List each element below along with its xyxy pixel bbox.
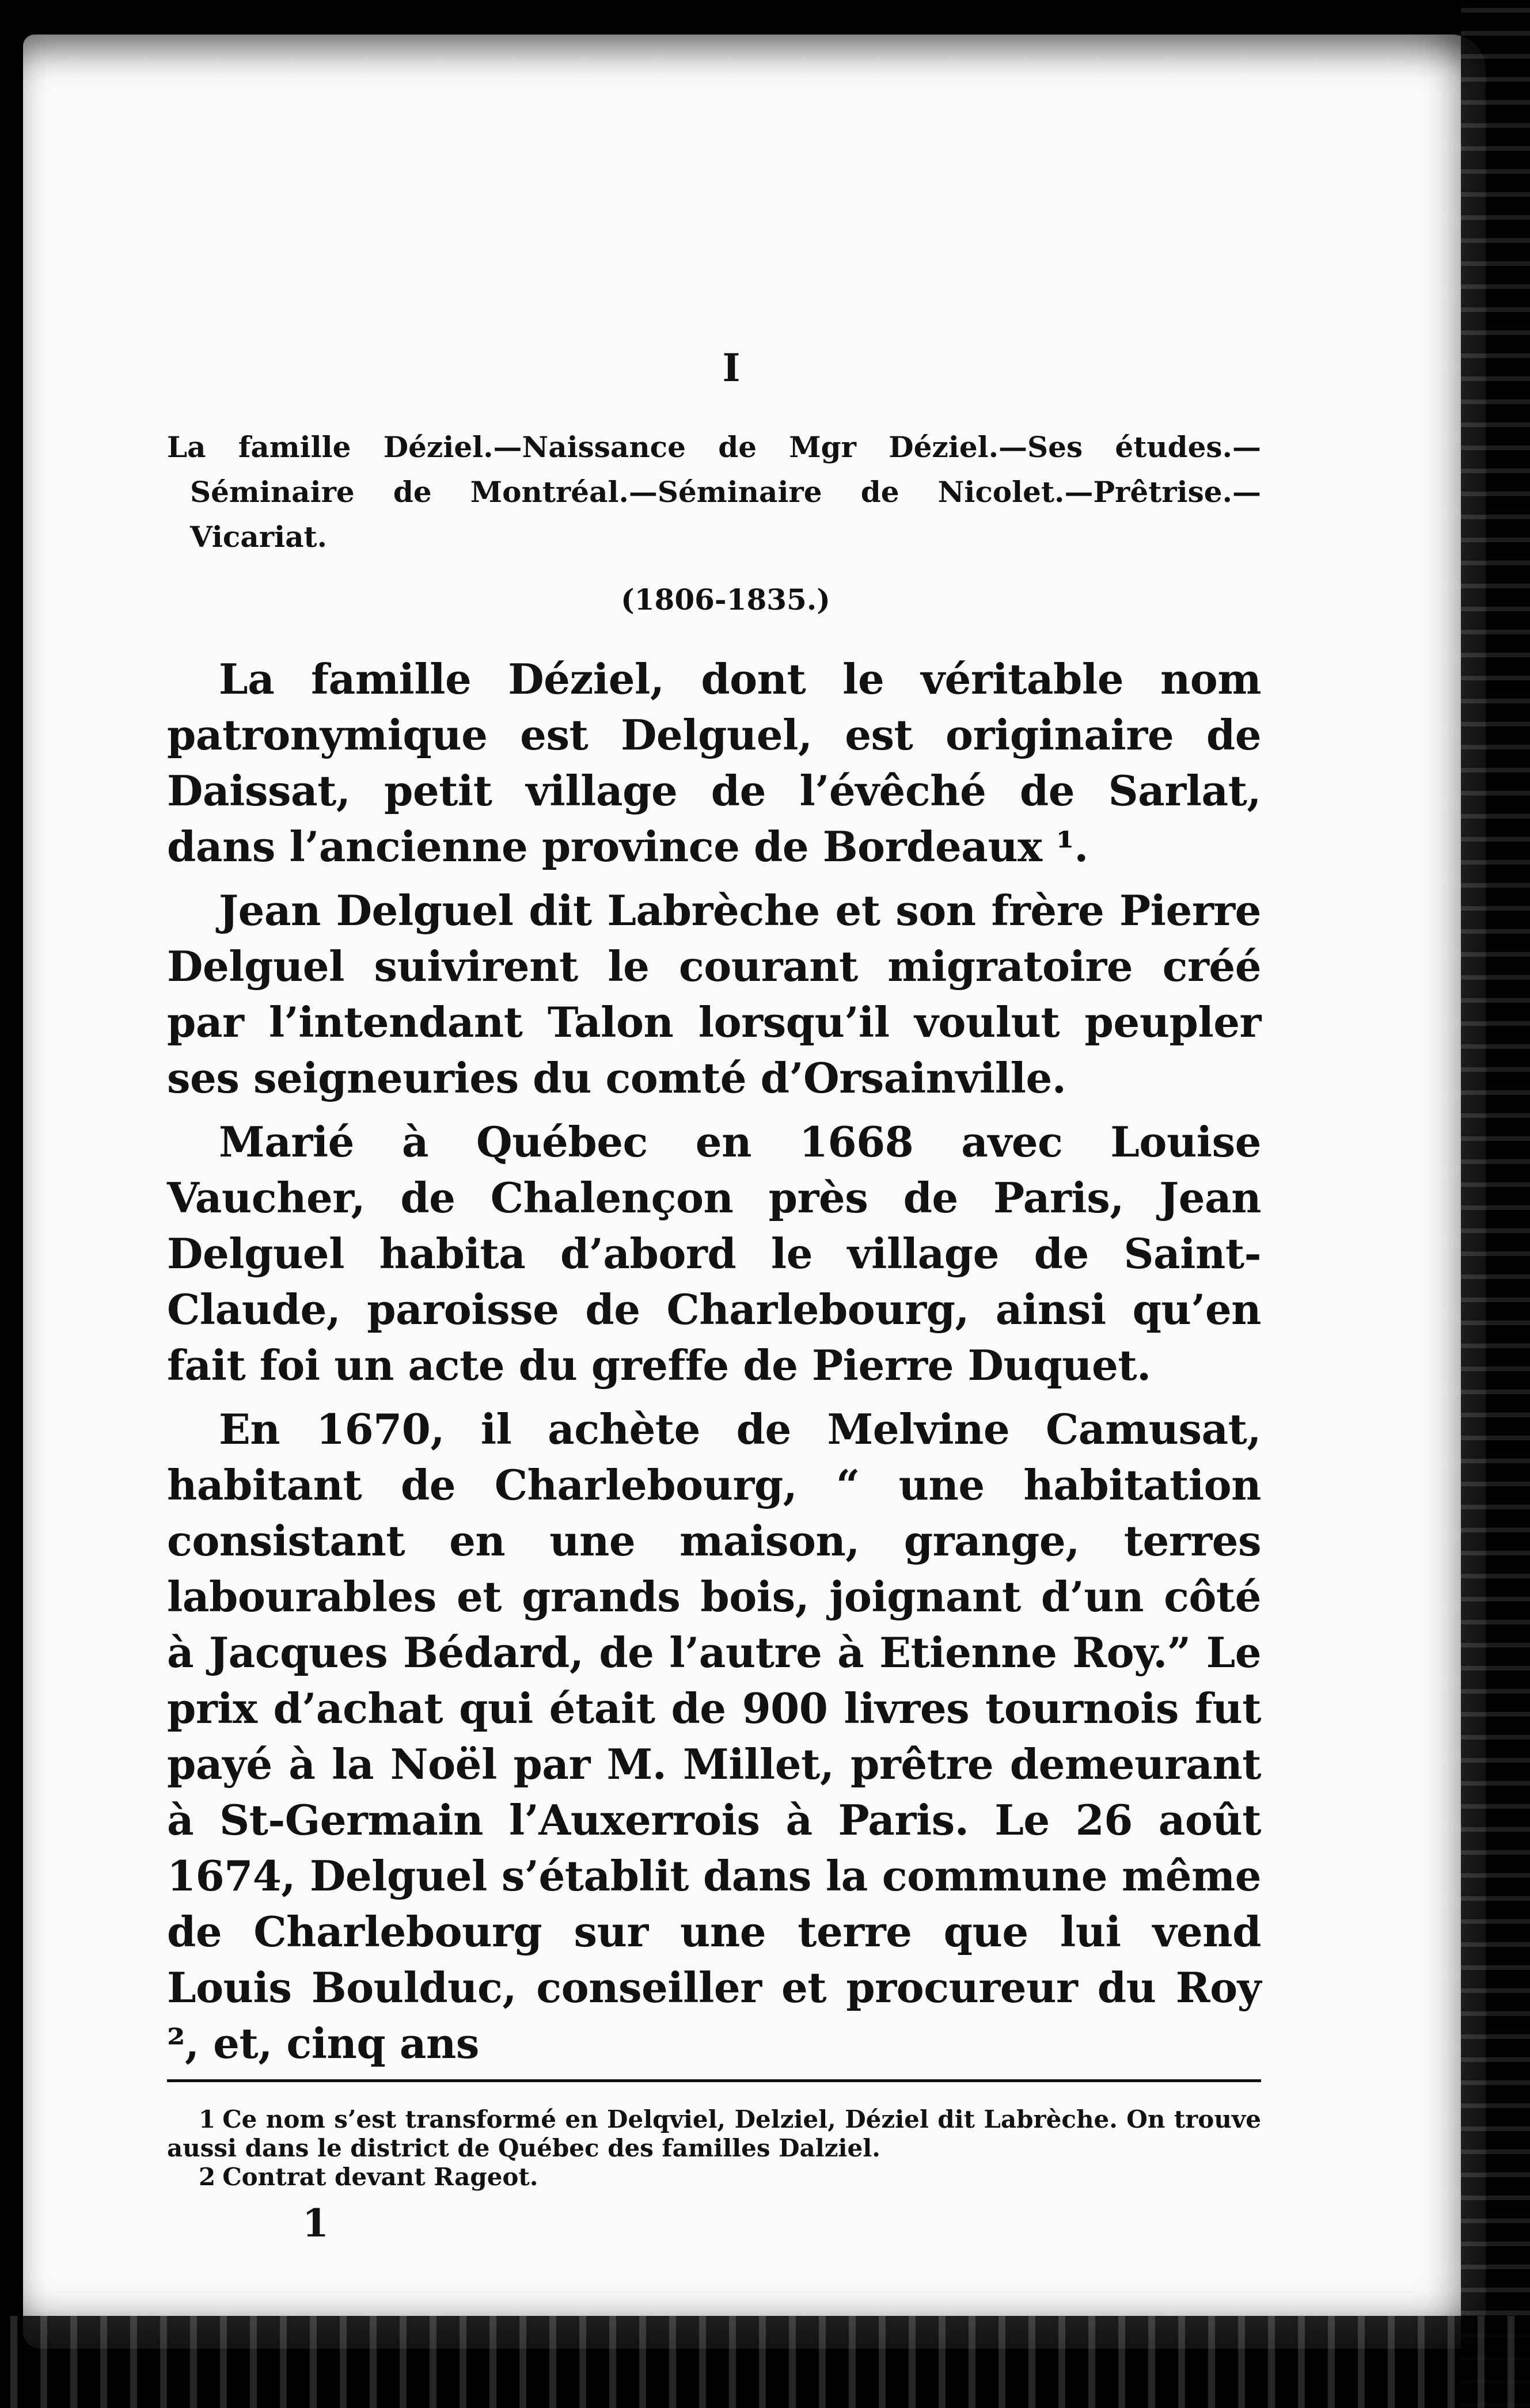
chapter-summary: La famille Déziel.—Naissance de Mgr Déziel.—Ses études.—Séminaire de Montréal.—Séminaire de Nicolet.—Prêtrise.—Vicariat. bbox=[167, 430, 1261, 554]
footnote-marker: 2 bbox=[199, 2163, 216, 2191]
paragraph: En 1670, il achète de Melvine Camusat, habitant de Charlebourg, “ une habitation consistant en une maison, grange, terres labourables et grands bois, joignant d’un côté à Jacques Bédard, de l’autre à Etienne Roy.” Le prix d’achat qui était de 900 livres tournois fut payé à la Noël par M. Millet, prêtre demeurant à St-Germain l’Auxerrois à Paris. Le 26 août 1674, Delguel s’établit dans la commune même de Charlebourg sur une terre que lui vend Louis Boulduc, conseiller et procureur du Roy ², et, cinq ans bbox=[167, 1405, 1261, 2068]
chapter-number: I bbox=[722, 345, 741, 390]
chapter-dates: (1806-1835.) bbox=[621, 583, 830, 617]
page-content bbox=[167, 345, 1261, 2246]
paragraph: Jean Delguel dit Labrèche et son frère Pierre Delguel suivirent le courant migratoire créé par l’intendant Talon lorsqu’il voulut peupler ses seigneuries du comté d’Orsainville. bbox=[167, 886, 1261, 1102]
footnote-text: Contrat devant Rageot. bbox=[222, 2163, 538, 2191]
footnote-rule bbox=[167, 2079, 1261, 2082]
paragraph: La famille Déziel, dont le véritable nom patronymique est Delguel, est originaire de Daissat, petit village de l’évêché de Sarlat, dans l’ancienne province de Bordeaux ¹. bbox=[167, 655, 1261, 871]
footnote bbox=[167, 2163, 1261, 2192]
page-folio: 1 bbox=[302, 2201, 329, 2246]
footnote bbox=[167, 2105, 1261, 2163]
paragraph: Marié à Québec en 1668 avec Louise Vaucher, de Chalençon près de Paris, Jean Delguel habita d’abord le village de Saint-Claude, paroisse de Charlebourg, ainsi qu’en fait foi un acte du greffe de Pierre Duquet. bbox=[167, 1117, 1261, 1390]
footnote-text: Ce nom s’est transformé en Delqviel, Delziel, Déziel dit Labrèche. On trouve aussi dans le district de Québec des familles Dalziel. bbox=[167, 2105, 1261, 2162]
footnote-marker: 1 bbox=[199, 2105, 216, 2133]
scan-border-right bbox=[1461, 0, 1530, 2408]
scan-border-bottom bbox=[0, 2316, 1530, 2408]
scan-border-left bbox=[0, 0, 23, 2408]
